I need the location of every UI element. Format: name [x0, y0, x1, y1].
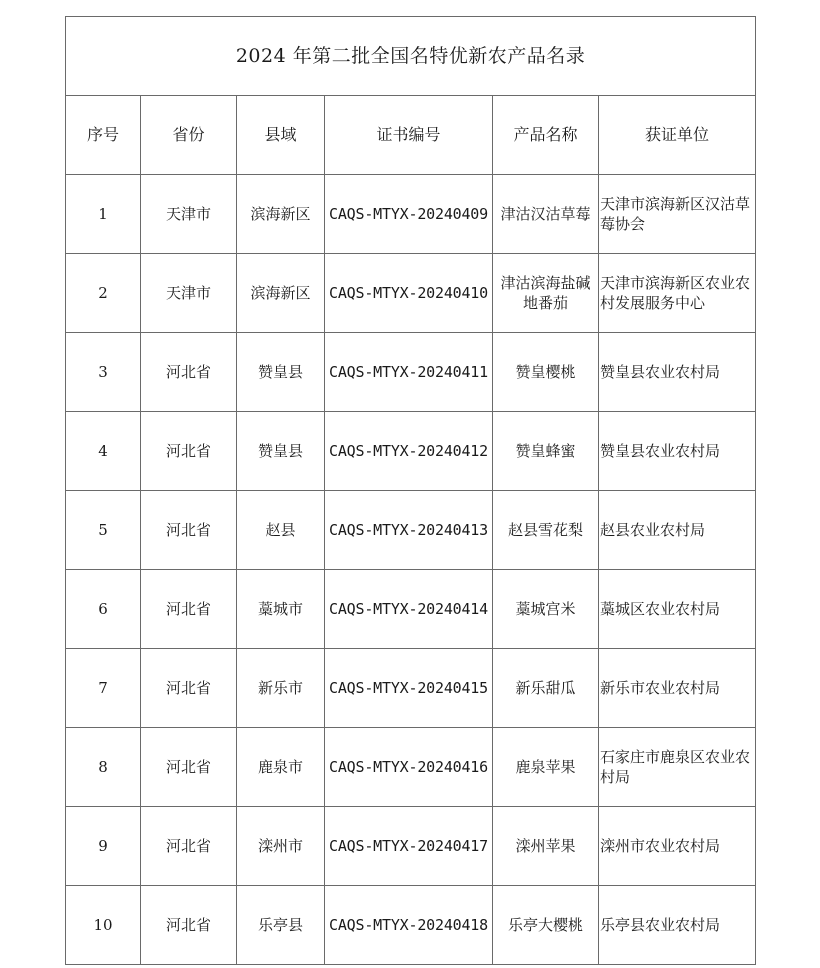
cell-county: 乐亭县: [237, 886, 325, 965]
cell-product: 滦州苹果: [493, 807, 599, 886]
cell-province: 河北省: [141, 333, 237, 412]
cell-index: 6: [66, 570, 141, 649]
cell-cert-no: CAQS-MTYX-20240417: [325, 807, 493, 886]
cell-unit: 赞皇县农业农村局: [599, 333, 756, 412]
table-header-row: [66, 96, 756, 175]
header-cert-no: 证书编号: [325, 96, 493, 175]
cell-province: 河北省: [141, 807, 237, 886]
cell-index: 4: [66, 412, 141, 491]
header-province: 省份: [141, 96, 237, 175]
cell-product: 赞皇樱桃: [493, 333, 599, 412]
header-county: 县域: [237, 96, 325, 175]
cell-cert-no: CAQS-MTYX-20240418: [325, 886, 493, 965]
cell-index: 8: [66, 728, 141, 807]
cell-county: 新乐市: [237, 649, 325, 728]
cell-unit: 赞皇县农业农村局: [599, 412, 756, 491]
product-list-table: [65, 16, 756, 965]
cell-index: 10: [66, 886, 141, 965]
cell-index: 9: [66, 807, 141, 886]
cell-province: 天津市: [141, 254, 237, 333]
cell-product: 津沽汉沽草莓: [493, 175, 599, 254]
table-row: [66, 333, 756, 412]
cell-cert-no: CAQS-MTYX-20240416: [325, 728, 493, 807]
cell-product: 鹿泉苹果: [493, 728, 599, 807]
cell-product: 新乐甜瓜: [493, 649, 599, 728]
table-row: [66, 175, 756, 254]
cell-province: 天津市: [141, 175, 237, 254]
cell-county: 滨海新区: [237, 254, 325, 333]
table-row: [66, 886, 756, 965]
cell-province: 河北省: [141, 570, 237, 649]
header-product: 产品名称: [493, 96, 599, 175]
table-row: [66, 491, 756, 570]
cell-cert-no: CAQS-MTYX-20240413: [325, 491, 493, 570]
cell-cert-no: CAQS-MTYX-20240411: [325, 333, 493, 412]
cell-product: 藁城宫米: [493, 570, 599, 649]
cell-index: 5: [66, 491, 141, 570]
cell-province: 河北省: [141, 728, 237, 807]
table-title-row: [66, 17, 756, 96]
cell-county: 赵县: [237, 491, 325, 570]
cell-cert-no: CAQS-MTYX-20240410: [325, 254, 493, 333]
cell-cert-no: CAQS-MTYX-20240415: [325, 649, 493, 728]
cell-county: 滨海新区: [237, 175, 325, 254]
cell-product: 津沽滨海盐碱地番茄: [493, 254, 599, 333]
document-title: 2024 年第二批全国名特优新农产品名录: [66, 17, 756, 96]
cell-province: 河北省: [141, 412, 237, 491]
cell-index: 2: [66, 254, 141, 333]
cell-cert-no: CAQS-MTYX-20240412: [325, 412, 493, 491]
cell-product: 赵县雪花梨: [493, 491, 599, 570]
cell-unit: 乐亭县农业农村局: [599, 886, 756, 965]
cell-county: 赞皇县: [237, 412, 325, 491]
cell-province: 河北省: [141, 649, 237, 728]
cell-county: 赞皇县: [237, 333, 325, 412]
cell-unit: 天津市滨海新区农业农村发展服务中心: [599, 254, 756, 333]
cell-index: 1: [66, 175, 141, 254]
table-row: [66, 649, 756, 728]
cell-county: 藁城市: [237, 570, 325, 649]
table-row: [66, 412, 756, 491]
cell-unit: 滦州市农业农村局: [599, 807, 756, 886]
cell-unit: 藁城区农业农村局: [599, 570, 756, 649]
table-row: [66, 807, 756, 886]
cell-cert-no: CAQS-MTYX-20240414: [325, 570, 493, 649]
cell-index: 7: [66, 649, 141, 728]
cell-product: 乐亭大樱桃: [493, 886, 599, 965]
header-index: 序号: [66, 96, 141, 175]
cell-unit: 石家庄市鹿泉区农业农村局: [599, 728, 756, 807]
table-row: [66, 254, 756, 333]
cell-county: 鹿泉市: [237, 728, 325, 807]
table-row: [66, 728, 756, 807]
cell-index: 3: [66, 333, 141, 412]
cell-unit: 新乐市农业农村局: [599, 649, 756, 728]
cell-cert-no: CAQS-MTYX-20240409: [325, 175, 493, 254]
header-unit: 获证单位: [599, 96, 756, 175]
cell-province: 河北省: [141, 491, 237, 570]
cell-product: 赞皇蜂蜜: [493, 412, 599, 491]
cell-county: 滦州市: [237, 807, 325, 886]
table-row: [66, 570, 756, 649]
cell-unit: 赵县农业农村局: [599, 491, 756, 570]
cell-unit: 天津市滨海新区汉沽草莓协会: [599, 175, 756, 254]
cell-province: 河北省: [141, 886, 237, 965]
